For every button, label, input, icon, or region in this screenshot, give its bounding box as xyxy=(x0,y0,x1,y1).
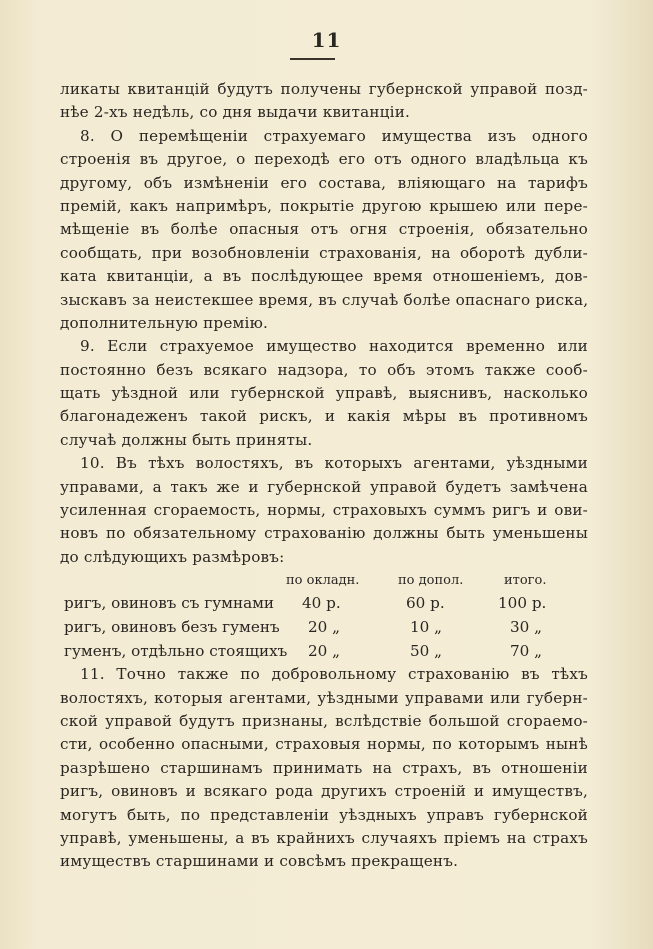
text-line: новъ по обязательному страхованію должны быть уменьшены xyxy=(60,524,588,543)
paragraph-10 xyxy=(60,452,588,569)
text-line: имуществъ старшинами и совсѣмъ прекращенъ. xyxy=(60,852,459,871)
text-line: 9. Если страхуемое имущество находится временно или xyxy=(80,337,588,356)
text-line: разрѣшено старшинамъ принимать на страхъ, въ отношеніи xyxy=(60,758,588,777)
text-line: случаѣ должны быть приняты. xyxy=(60,430,313,449)
row-total: 70 „ xyxy=(510,642,543,661)
text-line: щать уѣздной или губернской управѣ, выяснивъ, насколько xyxy=(60,384,588,403)
text-line: ской управой будутъ признаны, вслѣдствіе большой сгораемо- xyxy=(60,711,588,730)
paragraph-9 xyxy=(60,335,588,452)
table-row xyxy=(60,615,588,639)
row-label: ригъ, овиновъ безъ гуменъ xyxy=(64,618,280,637)
table-header-okl: по окладн. xyxy=(286,573,360,589)
row-dop: 50 „ xyxy=(410,642,443,661)
table-header-total: итого. xyxy=(504,573,547,589)
table-header xyxy=(60,571,588,591)
text-line: дополнительную премію. xyxy=(60,313,269,332)
table-header-dop: по допол. xyxy=(398,573,464,589)
document-body xyxy=(60,78,588,874)
text-line: зыскавъ за неистекшее время, въ случаѣ болѣе опаснаго риска, xyxy=(60,290,589,309)
row-total: 30 „ xyxy=(510,618,543,637)
text-line: 8. О перемѣщеніи страхуемаго имущества изъ одного xyxy=(80,126,588,145)
paragraph-continuation xyxy=(60,78,588,125)
rates-table xyxy=(60,571,588,663)
header-rule xyxy=(290,58,335,60)
text-line: 11. Точно также по добровольному страхованію въ тѣхъ xyxy=(80,665,588,684)
row-dop: 60 р. xyxy=(406,594,445,613)
text-line: нѣе 2-хъ недѣль, со дня выдачи квитанціи. xyxy=(60,103,411,122)
text-line: усиленная сгораемость, нормы, страховыхъ суммъ ригъ и ови- xyxy=(60,501,588,520)
table-row xyxy=(60,591,588,615)
row-okl: 20 „ xyxy=(308,642,341,661)
row-label: ригъ, овиновъ съ гумнами xyxy=(64,594,275,613)
text-line: ригъ, овиновъ и всякаго рода другихъ строеній и имуществъ, xyxy=(60,782,588,801)
text-line: другому, объ измѣненіи его состава, вліяющаго на тарифъ xyxy=(60,173,588,192)
text-line: благонадеженъ такой рискъ, и какія мѣры въ противномъ xyxy=(60,407,588,426)
row-label: гуменъ, отдѣльно стоящихъ xyxy=(64,642,288,661)
text-line: до слѣдующихъ размѣровъ: xyxy=(60,547,285,566)
text-line: премій, какъ напримѣръ, покрытіе другою крышею или пере- xyxy=(60,196,588,215)
row-total: 100 р. xyxy=(498,594,547,613)
page-number: 11 xyxy=(311,28,342,52)
text-line: 10. Въ тѣхъ волостяхъ, въ которыхъ агентами, уѣздными xyxy=(80,454,588,473)
text-line: мѣщеніе въ болѣе опасныя отъ огня строенія, обязательно xyxy=(60,220,588,239)
text-line: управѣ, уменьшены, а въ крайнихъ случаяхъ пріемъ на страхъ xyxy=(60,828,588,847)
text-line: постоянно безъ всякаго надзора, то объ этомъ также сооб- xyxy=(60,360,588,379)
row-okl: 20 „ xyxy=(308,618,341,637)
row-okl: 40 р. xyxy=(302,594,341,613)
text-line: могутъ быть, по представленіи уѣздныхъ управъ губернской xyxy=(60,805,588,824)
text-line: строенія въ другое, о переходѣ его отъ одного владѣльца къ xyxy=(60,150,588,169)
text-line: ката квитанціи, а въ послѣдующее время отношеніемъ, дов- xyxy=(60,267,588,286)
paragraph-11 xyxy=(60,663,588,874)
text-line: ликаты квитанцій будутъ получены губернской управой позд- xyxy=(60,80,588,98)
text-line: волостяхъ, которыя агентами, уѣздными управами или губерн- xyxy=(60,688,588,707)
text-line: управами, а такъ же и губернской управой будетъ замѣчена xyxy=(60,477,588,496)
row-dop: 10 „ xyxy=(410,618,443,637)
text-line: сообщать, при возобновленіи страхованія, на оборотѣ дубли- xyxy=(60,243,588,262)
paragraph-8 xyxy=(60,125,588,336)
text-line: сти, особенно опасными, страховыя нормы, по которымъ нынѣ xyxy=(60,735,588,754)
table-row xyxy=(60,639,588,663)
